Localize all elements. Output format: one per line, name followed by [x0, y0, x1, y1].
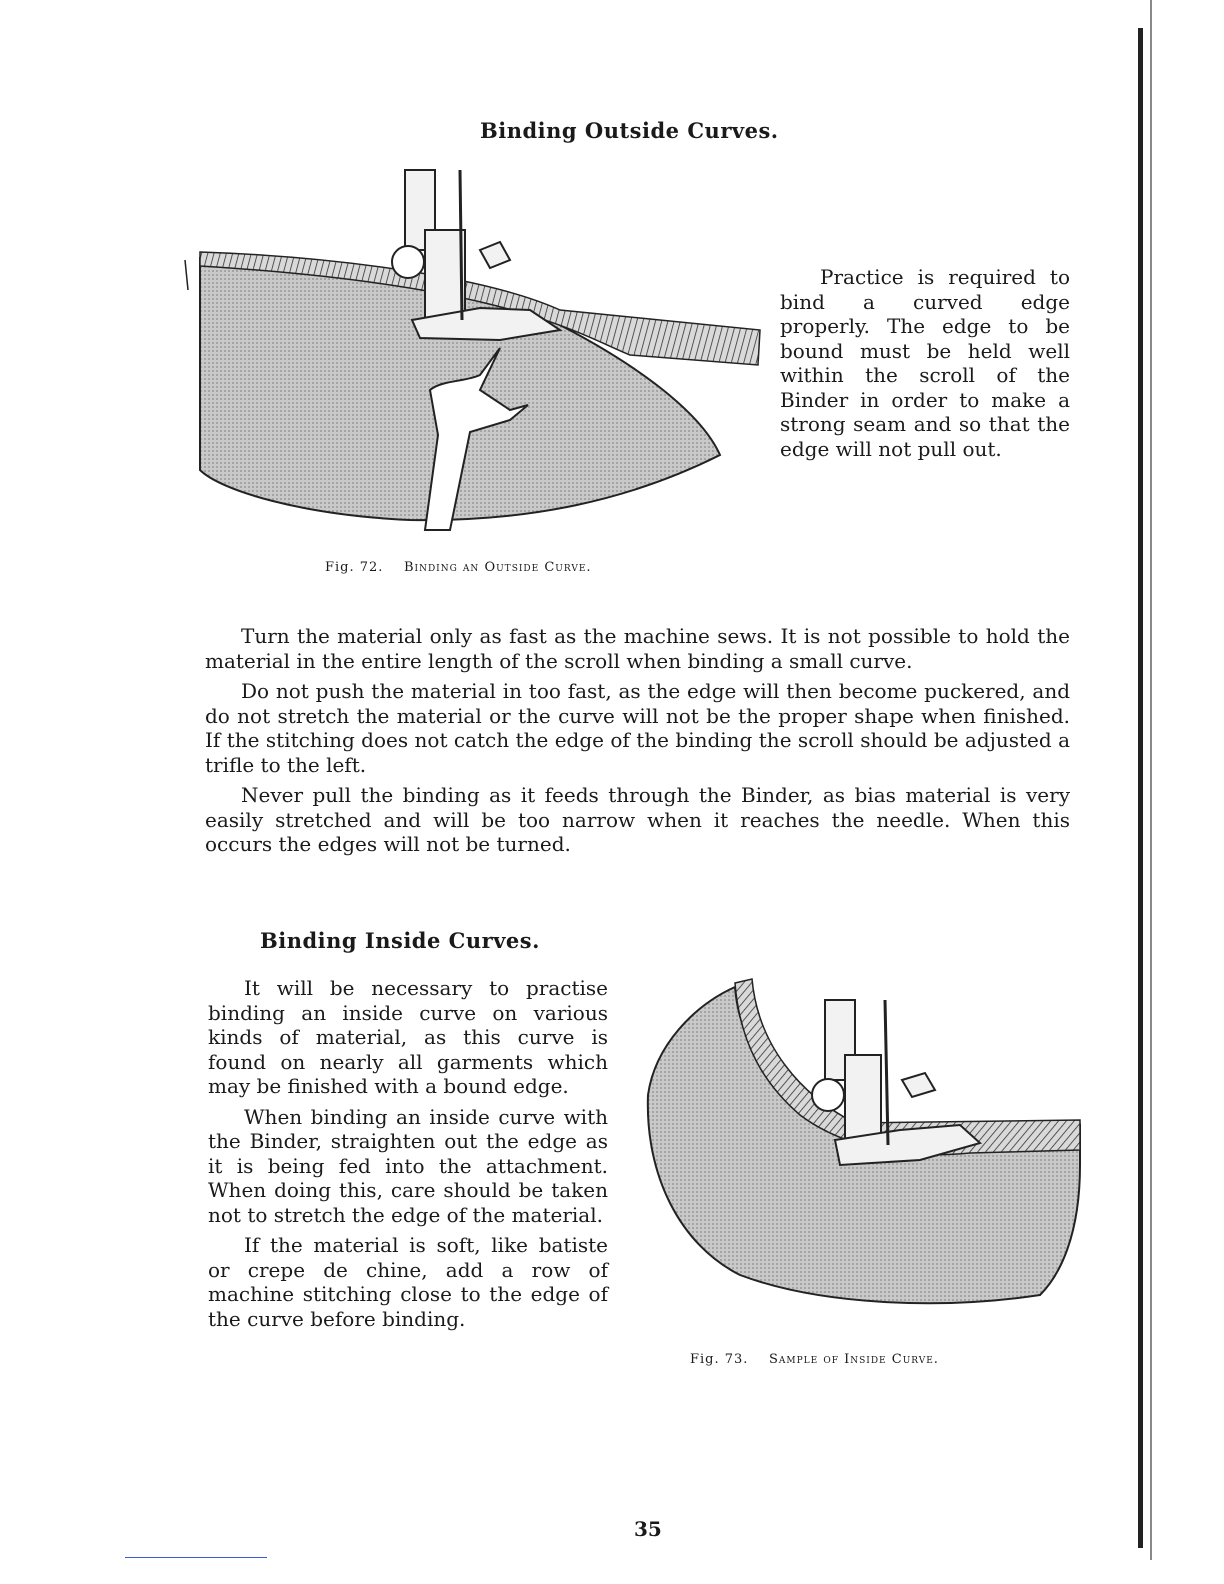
- figure-72-label: Fig. 72.: [325, 560, 384, 575]
- body-paragraph-2: Do not push the material in too fast, as the edge will then become puckered, and do not stretch the material or the curve will not be the proper shape when finished. If the stitching does not catch the edge of the binding the scroll should be adjusted a trifle to the left.: [205, 679, 1070, 777]
- figure-73-caption: [690, 1352, 1090, 1367]
- presser-foot-inside: [812, 1000, 980, 1165]
- inside-curve-body: [208, 976, 608, 1331]
- scan-underline: [125, 1557, 267, 1558]
- page-edge-shadow: [1150, 0, 1152, 1560]
- section-heading-outside-curves: Binding Outside Curves.: [480, 118, 779, 143]
- figure-73-title: Sample of Inside Curve.: [768, 1352, 939, 1367]
- figure-72-title: Binding an Outside Curve.: [403, 560, 592, 575]
- outside-curve-body: [205, 624, 1070, 857]
- section-heading-inside-curves: Binding Inside Curves.: [260, 928, 540, 953]
- margin-mark: [185, 260, 188, 290]
- inside-paragraph-2: When binding an inside curve with the Binder, straighten out the edge as it is being fed into the attachment. When doing this, care should be taken not to stretch the edge of the material.: [208, 1104, 608, 1227]
- inside-paragraph-3: If the material is soft, like batiste or crepe de chine, add a row of machine stitching close to the edge of the curve before binding.: [208, 1233, 608, 1331]
- figure-73-label: Fig. 73.: [690, 1352, 749, 1367]
- body-paragraph-3: Never pull the binding as it feeds through the Binder, as bias material is very easily stretched and will be too narrow when it reaches the needle. When this occurs the edges will not be turned.: [205, 783, 1070, 856]
- outside-curve-side-paragraph: Practice is required to bind a curved edge properly. The edge to be bound must be held well within the scroll of the Binder in order to make a strong seam and so that the edge will not pull out.: [780, 265, 1070, 461]
- figure-73-illustration: [640, 975, 1085, 1310]
- figure-72-illustration: [180, 170, 780, 535]
- figure-72-caption: [325, 560, 725, 575]
- page-edge-rule: [1138, 28, 1143, 1548]
- body-paragraph-1: Turn the material only as fast as the machine sews. It is not possible to hold the material in the entire length of the scroll when binding a small curve.: [205, 624, 1070, 673]
- inside-paragraph-1: It will be necessary to practise binding an inside curve on various kinds of material, as this curve is found on nearly all garments which may be finished with a bound edge.: [208, 976, 608, 1098]
- page-number: 35: [634, 1517, 662, 1541]
